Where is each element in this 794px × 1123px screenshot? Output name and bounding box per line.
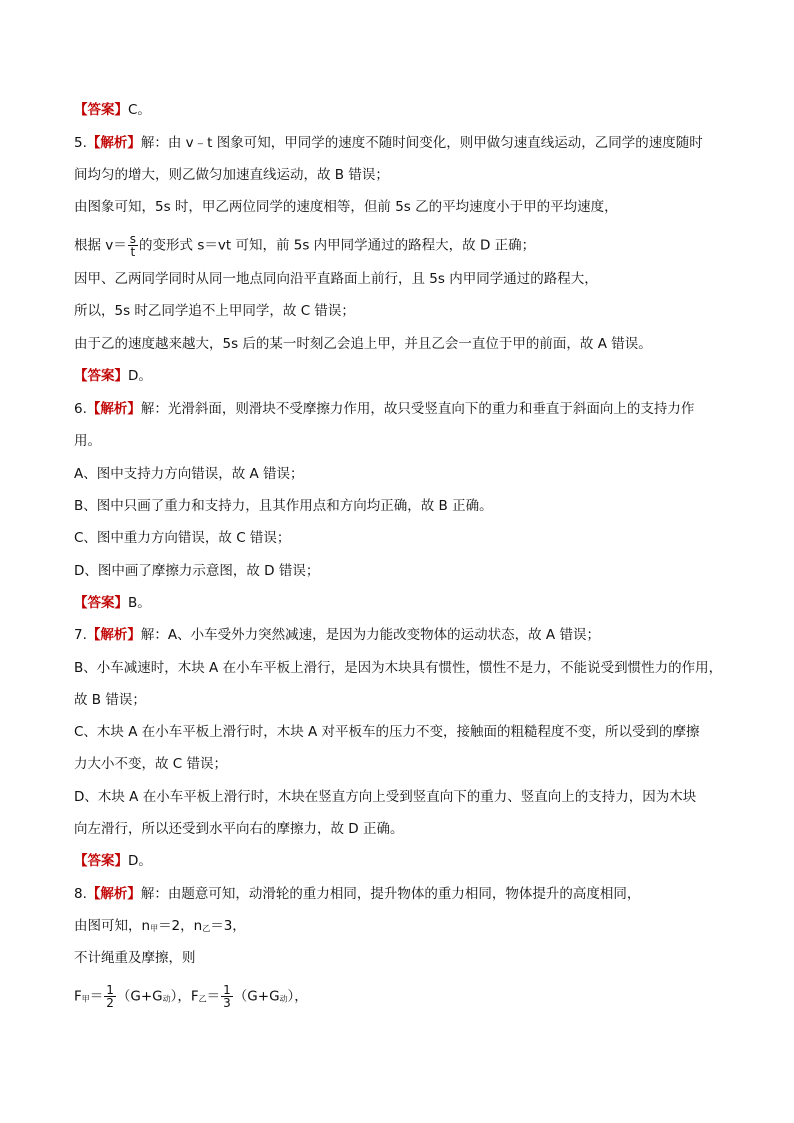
q8-line-3 — [74, 949, 196, 967]
answer-value: C。 — [128, 102, 151, 118]
q5-line-4 — [74, 233, 535, 258]
text: ）， — [287, 988, 308, 1005]
text: 根据 v＝ — [74, 237, 127, 254]
text: C、木块 A 在小车平板上滑行时，木块 A 对平板车的压力不变，接触面的粗糙程度不变，所以受到的摩擦 — [74, 724, 700, 740]
answer-4 — [74, 101, 151, 119]
q8-line-2 — [74, 917, 246, 938]
question-number: 5. — [74, 135, 87, 151]
text: D、木块 A 在小车平板上滑行时，木块在竖直方向上受到竖直向下的重力、竖直向上的支持力，因为木块 — [74, 789, 697, 805]
text: D、图中画了摩擦力示意图，故 D 错误； — [74, 563, 320, 579]
text: 间均匀的增大，则乙做匀加速直线运动，故 B 错误； — [74, 167, 389, 183]
text: 不计绳重及摩擦，则 — [74, 950, 196, 966]
subscript: 乙 — [198, 994, 207, 1004]
denominator: 3 — [223, 996, 231, 1010]
q6-line-3 — [74, 465, 304, 483]
text: （G+G — [233, 988, 280, 1005]
q7-line-2 — [74, 659, 722, 677]
q7-line-6 — [74, 788, 696, 806]
q7-line-4 — [74, 723, 700, 741]
q6-line-6 — [74, 562, 319, 580]
subscript: 动 — [279, 994, 288, 1004]
text: 由图象可知，5s 时，甲乙两位同学的速度相等，但前 5s 乙的平均速度小于甲的平均速度， — [74, 199, 618, 215]
q7-line-1 — [74, 626, 600, 644]
q8-line-4 — [74, 984, 308, 1009]
text: 解：由题意可知，动滑轮的重力相同，提升物体的重力相同，物体提升的高度相同， — [140, 886, 641, 902]
fraction-one-third — [221, 984, 233, 1009]
text: ），F — [170, 988, 199, 1005]
text: ＝3， — [210, 918, 246, 934]
q6-line-2 — [74, 432, 101, 450]
subscript: 甲 — [81, 994, 90, 1004]
q5-line-1 — [74, 134, 703, 152]
q5-line-3 — [74, 198, 618, 216]
text: 解：A、小车受外力突然减速，是因为力能改变物体的运动状态，故 A 错误； — [140, 627, 600, 643]
numerator: 1 — [223, 983, 231, 997]
subscript: 乙 — [202, 924, 211, 933]
text: F — [74, 988, 82, 1005]
answer-label: 【答案】 — [74, 853, 128, 869]
fraction-s-over-t — [128, 233, 138, 258]
q5-line-6 — [74, 302, 355, 320]
text: 解：由 v﹣t 图象可知，甲同学的速度不随时间变化，则甲做匀速直线运动，乙同学的速度随时 — [140, 135, 703, 151]
question-number: 6. — [74, 401, 87, 417]
denominator: t — [130, 245, 136, 259]
text: 力大小不变，故 C 错误； — [74, 756, 228, 772]
answer-7 — [74, 852, 152, 870]
q6-line-1 — [74, 400, 694, 418]
answer-value: D。 — [128, 368, 152, 384]
text: 所以，5s 时乙同学追不上甲同学，故 C 错误； — [74, 303, 355, 319]
q7-line-3 — [74, 691, 146, 709]
fraction-one-half — [104, 984, 116, 1009]
answer-label: 【答案】 — [74, 102, 128, 118]
answer-5 — [74, 367, 152, 385]
q5-line-7 — [74, 335, 652, 353]
text: 因甲、乙两同学同时从同一地点同向沿平直路面上前行，且 5s 内甲同学通过的路程大， — [74, 271, 598, 287]
q8-line-1 — [74, 885, 640, 903]
text: 用。 — [74, 433, 101, 449]
analysis-label: 【解析】 — [86, 401, 141, 417]
text: 向左滑行，所以还受到水平向右的摩擦力，故 D 正确。 — [74, 821, 404, 837]
denominator: 2 — [106, 996, 114, 1010]
q5-line-2 — [74, 166, 389, 184]
analysis-label: 【解析】 — [86, 135, 141, 151]
text: ＝2，n — [158, 918, 203, 934]
subscript: 甲 — [150, 924, 159, 933]
text: B、图中只画了重力和支持力，且其作用点和方向均正确，故 B 正确。 — [74, 498, 493, 514]
text: B、小车减速时，木块 A 在小车平板上滑行，是因为木块具有惯性，惯性不是力，不能说受到惯性力的作用， — [74, 660, 723, 676]
text: C、图中重力方向错误，故 C 错误； — [74, 530, 291, 546]
text: 由于乙的速度越来越大，5s 后的某一时刻乙会追上甲，并且乙会一直位于甲的前面，故 A 错误。 — [74, 336, 652, 352]
question-number: 8. — [74, 886, 87, 902]
numerator: 1 — [106, 983, 114, 997]
numerator: s — [129, 232, 137, 246]
text: 解：光滑斜面，则滑块不受摩擦力作用，故只受竖直向下的重力和垂直于斜面向上的支持力作 — [140, 401, 695, 417]
q6-line-4 — [74, 497, 493, 515]
text: ＝ — [89, 988, 104, 1005]
text: ＝ — [206, 988, 221, 1005]
analysis-label: 【解析】 — [86, 886, 141, 902]
question-number: 7. — [74, 627, 87, 643]
answer-6 — [74, 594, 151, 612]
text: A、图中支持力方向错误，故 A 错误； — [74, 466, 304, 482]
q5-line-5 — [74, 270, 598, 288]
text: 的变形式 s＝vt 可知，前 5s 内甲同学通过的路程大，故 D 正确； — [139, 237, 536, 254]
answer-label: 【答案】 — [74, 595, 128, 611]
q7-line-7 — [74, 820, 403, 838]
q6-line-5 — [74, 529, 290, 547]
answer-value: B。 — [128, 595, 151, 611]
text: 由图可知，n — [74, 918, 151, 934]
text: （G+G — [116, 988, 163, 1005]
analysis-label: 【解析】 — [86, 627, 141, 643]
text: 故 B 错误； — [74, 692, 146, 708]
answer-value: D。 — [128, 853, 152, 869]
subscript: 动 — [162, 994, 171, 1004]
answer-label: 【答案】 — [74, 368, 128, 384]
q7-line-5 — [74, 755, 227, 773]
